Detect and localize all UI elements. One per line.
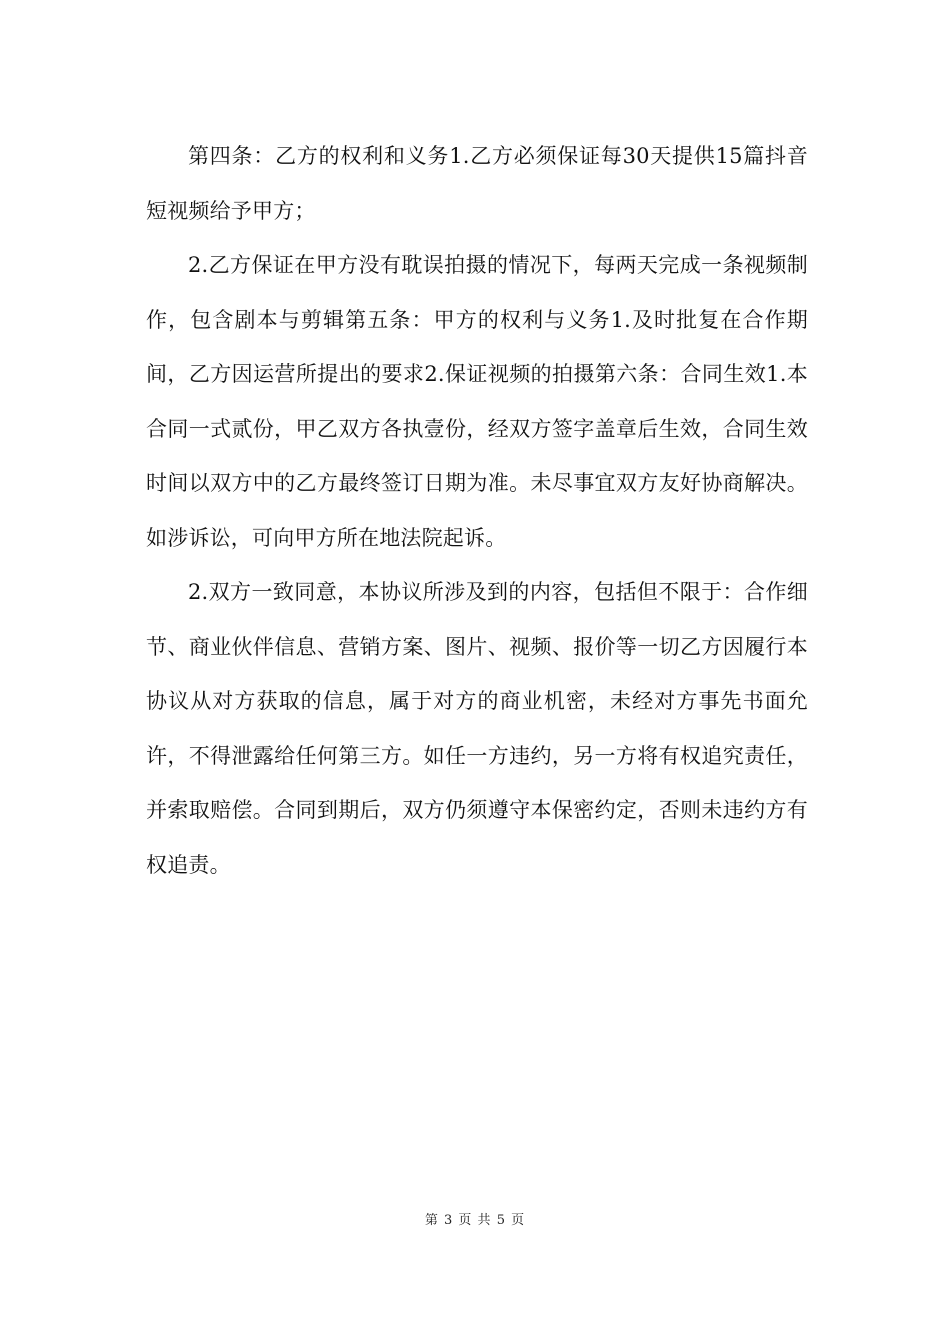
paragraph-article-4: 第四条：乙方的权利和义务1.乙方必须保证每30天提供15篇抖音短视频给予甲方； xyxy=(146,144,808,223)
document-body xyxy=(146,129,808,892)
paragraph-articles-5-6: 2.乙方保证在甲方没有耽误拍摄的情况下，每两天完成一条视频制作，包含剧本与剪辑第五条：甲方的权利与义务1.及时批复在合作期间，乙方因运营所提出的要求2.保证视频的拍摄第六条：合同生效1.本合同一式贰份，甲乙双方各执壹份，经双方签字盖章后生效，合同生效时间以双方中的乙方最终签订日期为准。未尽事宜双方友好协商解决。如涉诉讼，可向甲方所在地法院起诉。 xyxy=(146,253,808,550)
paragraph-confidentiality: 2.双方一致同意，本协议所涉及到的内容，包括但不限于：合作细节、商业伙伴信息、营销方案、图片、视频、报价等一切乙方因履行本协议从对方获取的信息，属于对方的商业机密，未经对方事先书面允许，不得泄露给任何第三方。如任一方违约，另一方将有权追究责任，并索取赔偿。合同到期后，双方仍须遵守本保密约定，否则未违约方有权追责。 xyxy=(146,580,808,877)
page-number-footer: 第 3 页 共 5 页 xyxy=(424,1213,526,1228)
